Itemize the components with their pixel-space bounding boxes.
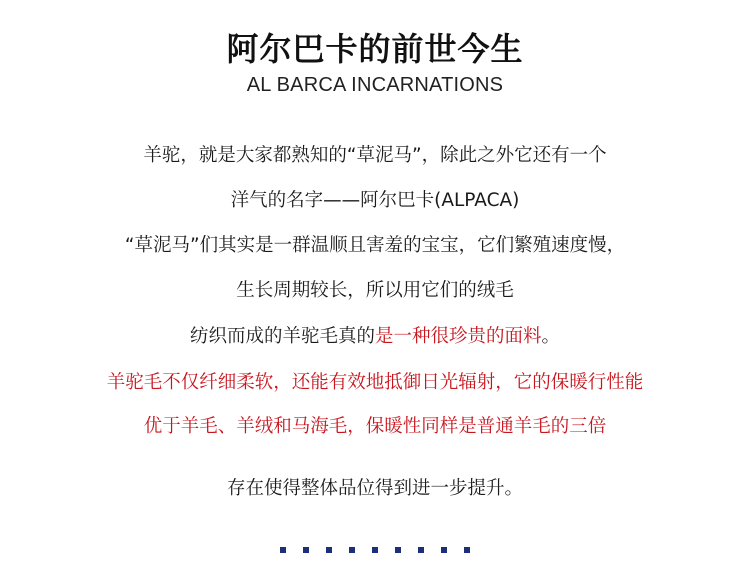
decorative-dot (349, 547, 355, 553)
paragraph-line-5 (0, 322, 750, 348)
line-6-part-4: 有效地抵御日光辐射，它的保暖行性能 (328, 372, 644, 393)
decorative-dot (372, 547, 378, 553)
paragraph-line-1: 羊驼，就是大家都熟知的“草泥马”，除此之外它还有一个 (143, 145, 607, 166)
decorative-dot (441, 547, 447, 553)
decorative-dot (395, 547, 401, 553)
decorative-dots (0, 547, 750, 553)
decorative-dot (418, 547, 424, 553)
line-5-text: 纺织而成的羊驼毛真的 (189, 326, 375, 347)
paragraph-line-8: 存在使得整体品位得到进一步提升。 (226, 478, 523, 499)
line-5-highlight: 是一种很珍贵的面料 (374, 326, 542, 347)
paragraph-line-6 (0, 368, 750, 394)
decorative-dot (280, 547, 286, 553)
line-6-part-2: 纤细柔软 (199, 372, 274, 393)
paragraph-line-7: 优于羊毛、羊绒和马海毛，保暖性同样是普通羊毛的三倍 (143, 416, 607, 437)
decorative-dot (464, 547, 470, 553)
decorative-dot (303, 547, 309, 553)
title-cn: 阿尔巴卡的前世今生 (226, 30, 524, 68)
line-6-part-1: 羊驼毛不仅 (106, 372, 200, 393)
paragraph-line-3: “草泥马”们其实是一群温顺且害羞的宝宝，它们繁殖速度慢， (124, 235, 626, 256)
title-en: AL BARCA INCARNATIONS (246, 74, 504, 96)
decorative-dot (326, 547, 332, 553)
paragraph-line-2: 洋气的名字——阿尔巴卡(ALPACA) (230, 190, 520, 211)
line-5-end: 。 (541, 326, 561, 347)
line-6-part-3: ，还能 (273, 372, 329, 393)
paragraph-line-4: 生长周期较长，所以用它们的绒毛 (236, 280, 514, 301)
